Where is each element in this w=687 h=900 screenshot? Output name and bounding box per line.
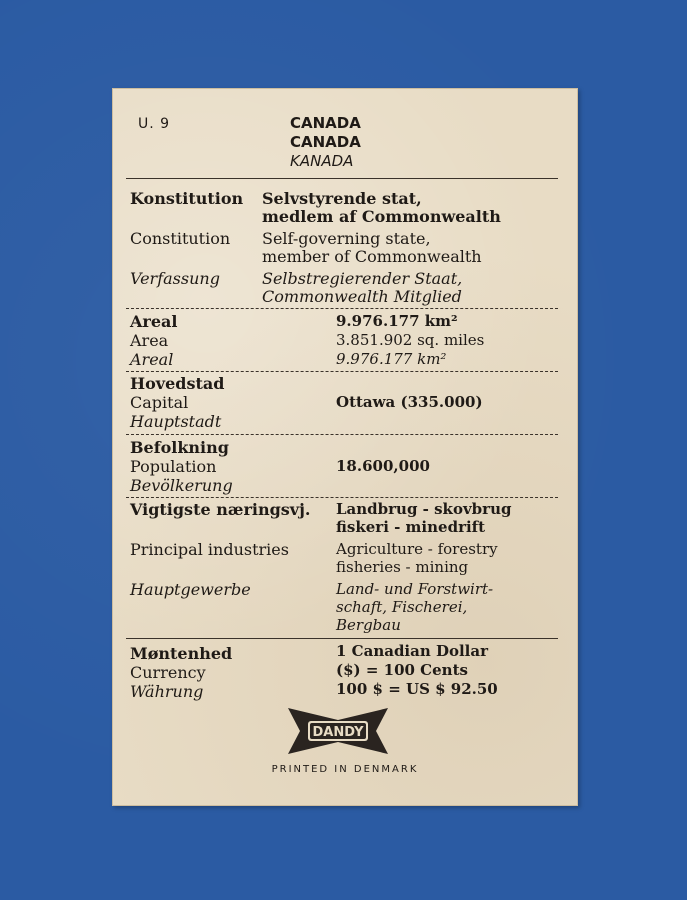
- constitution-value-de-2: Commonwealth Mitglied: [262, 287, 462, 306]
- industries-value-de-1: Land- und Forstwirt-: [336, 580, 494, 598]
- divider: [126, 638, 558, 639]
- constitution-value-da-2: medlem af Commonwealth: [262, 207, 501, 226]
- capital-label-de: Hauptstadt: [130, 412, 222, 431]
- divider: [126, 178, 558, 179]
- dandy-logo: [288, 706, 388, 756]
- currency-value-1: 1 Canadian Dollar: [336, 642, 489, 660]
- area-label-en: Area: [130, 331, 169, 350]
- printed-in-denmark: PRINTED IN DENMARK: [271, 764, 419, 775]
- info-card: [112, 88, 578, 806]
- capital-label-da: Hovedstad: [130, 374, 225, 393]
- area-label-de: Areal: [130, 350, 174, 369]
- industries-value-da-2: fiskeri - minedrift: [336, 518, 486, 536]
- capital-value: Ottawa (335.000): [336, 393, 483, 411]
- divider: [126, 308, 558, 309]
- area-label-da: Areal: [130, 312, 178, 331]
- area-value-km-de: 9.976.177 km²: [336, 350, 447, 368]
- constitution-label-de: Verfassung: [130, 269, 220, 288]
- currency-value-3: 100 $ = US $ 92.50: [336, 680, 498, 698]
- title-danish: CANADA: [290, 114, 361, 132]
- industries-label-de: Hauptgewerbe: [130, 580, 251, 599]
- constitution-value-da-1: Selvstyrende stat,: [262, 189, 422, 208]
- population-value: 18.600,000: [336, 457, 430, 475]
- population-label-de: Bevölkerung: [130, 476, 233, 495]
- constitution-value-en-1: Self-governing state,: [262, 229, 431, 248]
- divider: [126, 497, 558, 498]
- industries-value-de-3: Bergbau: [336, 616, 401, 634]
- constitution-label-da: Konstitution: [130, 189, 244, 208]
- currency-label-en: Currency: [130, 663, 206, 682]
- industries-value-en-1: Agriculture - forestry: [336, 540, 498, 558]
- constitution-value-en-2: member of Commonwealth: [262, 247, 482, 266]
- title-english: CANADA: [290, 133, 361, 151]
- population-label-da: Befolkning: [130, 438, 229, 457]
- constitution-value-de-1: Selbstregierender Staat,: [262, 269, 463, 288]
- card-code: U. 9: [138, 116, 171, 132]
- area-value-km: 9.976.177 km²: [336, 312, 458, 330]
- capital-label-en: Capital: [130, 393, 189, 412]
- divider: [126, 434, 558, 435]
- currency-label-de: Währung: [130, 682, 204, 701]
- constitution-label-en: Constitution: [130, 229, 231, 248]
- industries-value-en-2: fisheries - mining: [336, 558, 469, 576]
- industries-value-da-1: Landbrug - skovbrug: [336, 500, 512, 518]
- population-label-en: Population: [130, 457, 217, 476]
- industries-label-da: Vigtigste næringsvj.: [130, 500, 311, 519]
- currency-value-2: ($) = 100 Cents: [336, 661, 468, 679]
- logo-text: DANDY: [312, 725, 364, 740]
- area-value-miles: 3.851.902 sq. miles: [336, 331, 485, 349]
- currency-label-da: Møntenhed: [130, 644, 233, 663]
- industries-value-de-2: schaft, Fischerei,: [336, 598, 468, 616]
- industries-label-en: Principal industries: [130, 540, 289, 559]
- divider: [126, 371, 558, 372]
- title-german: KANADA: [290, 152, 354, 170]
